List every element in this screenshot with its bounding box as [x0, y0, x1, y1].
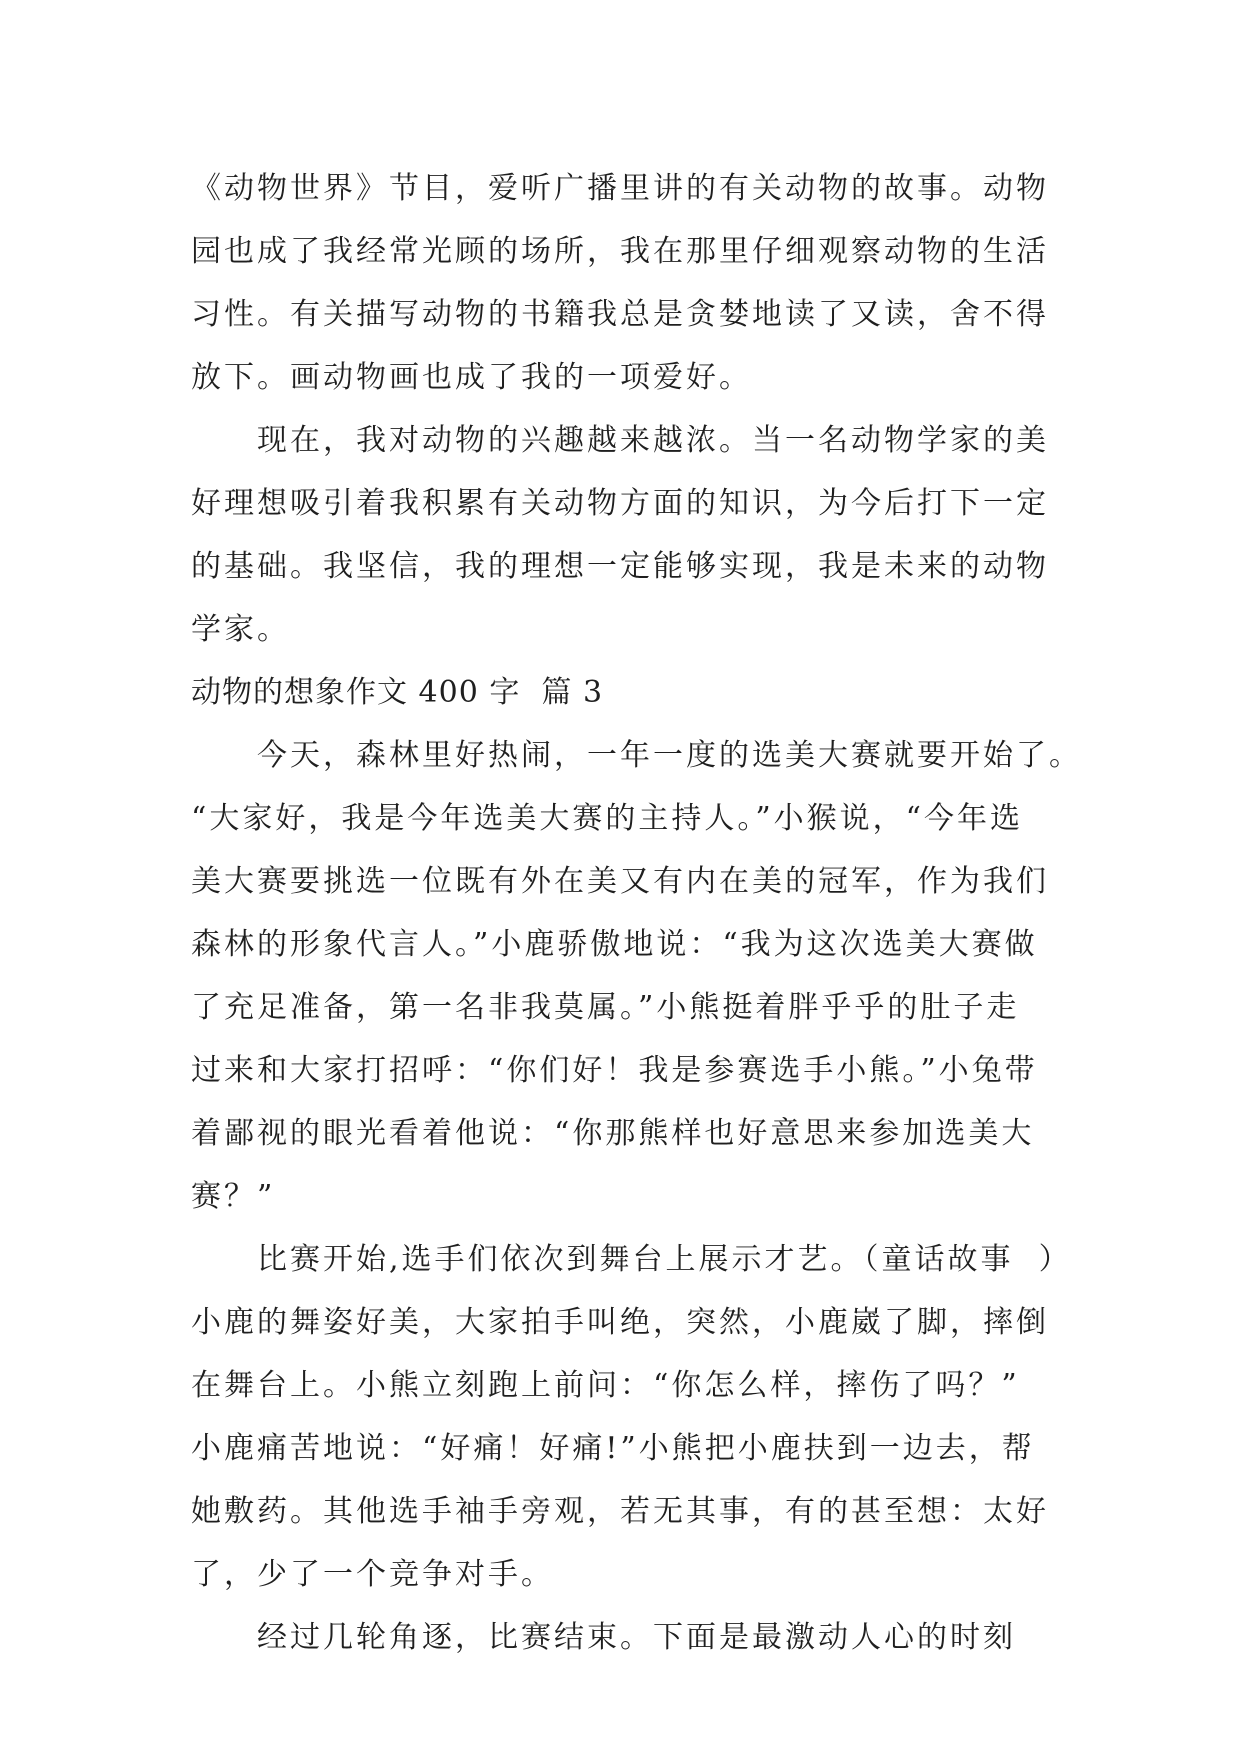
text-line: “大家好，我是今年选美大赛的主持人。”小猴说，“今年选 — [191, 801, 1024, 836]
text-line: 好理想吸引着我积累有关动物方面的知识，为今后打下一定 — [191, 486, 1049, 521]
text-line: 她敷药。其他选手袖手旁观，若无其事，有的甚至想：太好 — [191, 1494, 1049, 1529]
text-line: 放下。画动物画也成了我的一项爱好。 — [191, 360, 752, 395]
text-line: 美大赛要挑选一位既有外在美又有内在美的冠军，作为我们 — [191, 864, 1049, 899]
text-line: 园也成了我经常光顾的场所，我在那里仔细观察动物的生活 — [191, 234, 1049, 269]
text-line: 习性。有关描写动物的书籍我总是贪婪地读了又读，舍不得 — [191, 297, 1049, 332]
text-line: 森林的形象代言人。”小鹿骄傲地说：“我为这次选美大赛做 — [191, 927, 1038, 962]
text-line: 现在，我对动物的兴趣越来越浓。当一名动物学家的美 — [257, 423, 1049, 458]
text-line: 学家。 — [191, 612, 290, 647]
text-line: 着鄙视的眼光看着他说：“你那熊样也好意思来参加选美大 — [191, 1116, 1035, 1151]
text-line: 《动物世界》节目，爱听广播里讲的有关动物的故事。动物 — [191, 171, 1049, 206]
text-line: 比赛开始,选手们依次到舞台上展示才艺。（童话故事 ） — [257, 1242, 1072, 1277]
paragraph-2 — [191, 409, 1051, 661]
text-line: 了充足准备，第一名非我莫属。”小熊挺着胖乎乎的肚子走 — [191, 990, 1020, 1025]
text-line: 小鹿的舞姿好美，大家拍手叫绝，突然，小鹿崴了脚，摔倒 — [191, 1305, 1049, 1340]
text-line: 过来和大家打招呼：“你们好！我是参赛选手小熊。”小兔带 — [191, 1053, 1038, 1088]
paragraph-3 — [191, 724, 1082, 1228]
paragraph-1 — [191, 157, 1051, 409]
text-line: 的基础。我坚信，我的理想一定能够实现，我是未来的动物 — [191, 549, 1049, 584]
text-line: 今天，森林里好热闹，一年一度的选美大赛就要开始了。 — [257, 738, 1082, 773]
text-line: 了，少了一个竞争对手。 — [191, 1557, 554, 1592]
text-line: 经过几轮角逐，比赛结束。下面是最激动人心的时刻 — [257, 1620, 1016, 1655]
text-line: 在舞台上。小熊立刻跑上前问：“你怎么样，摔伤了吗？” — [191, 1368, 1020, 1403]
text-line: 赛？” — [191, 1179, 276, 1214]
text-line: 小鹿痛苦地说：“好痛！好痛!”小熊把小鹿扶到一边去，帮 — [191, 1431, 1035, 1466]
document-body — [191, 157, 1082, 1669]
paragraph-4 — [191, 1228, 1072, 1606]
section-heading: 动物的想象作文 400 字 篇 3 — [191, 675, 604, 710]
paragraph-5 — [191, 1606, 1051, 1669]
